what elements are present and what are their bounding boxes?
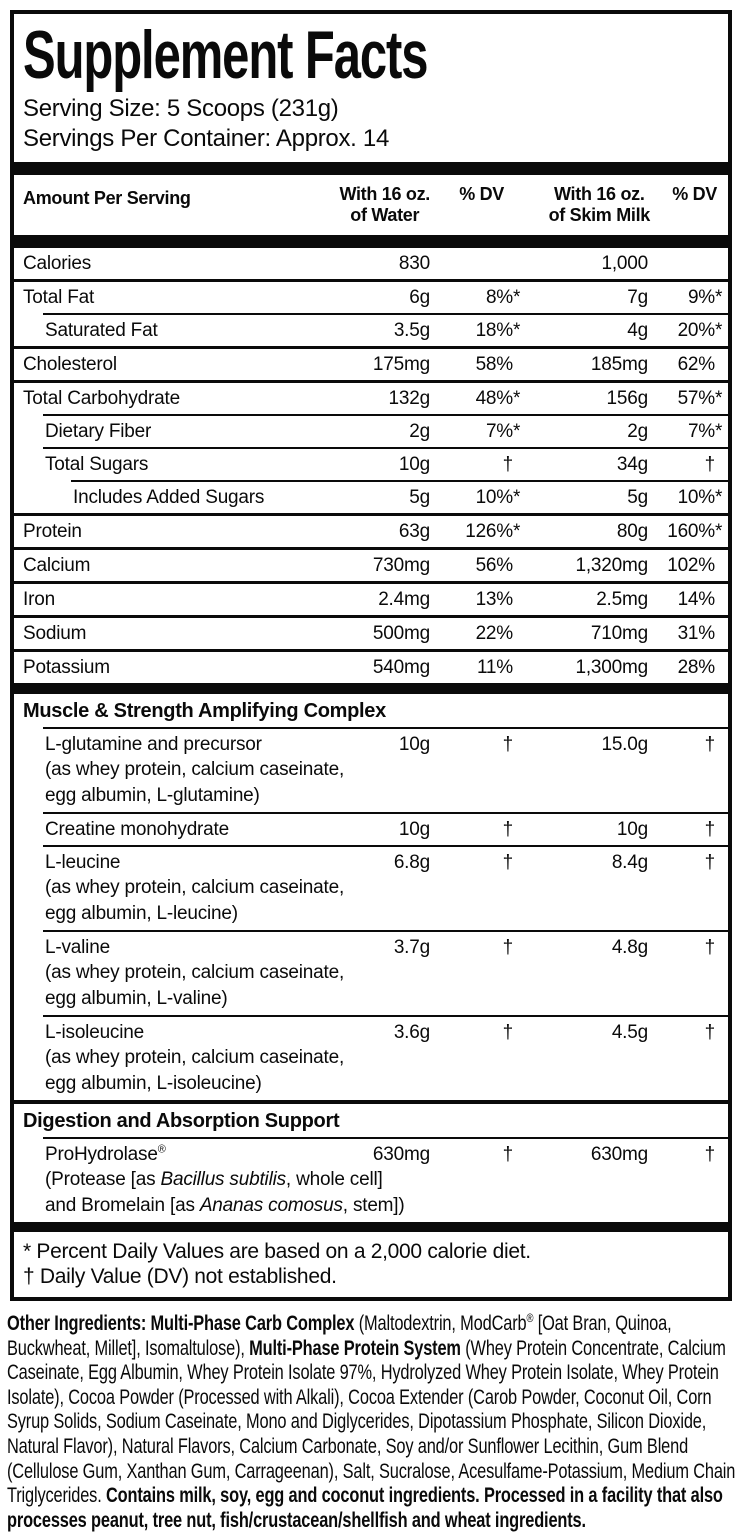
supplement-facts-panel: [10, 10, 732, 1301]
serving-size: Serving Size: 5 Scoops (231g): [23, 95, 339, 122]
ingredient-source-note: egg albumin, L-leucine): [45, 903, 238, 924]
row-total-sugars: Total Sugars 10g † 34g †: [45, 454, 715, 475]
row-calcium: Calcium 730mg 56% 1,320mg 102%: [23, 555, 715, 576]
row-creatine: Creatine monohydrate 10g † 10g †: [45, 819, 715, 840]
row-cholesterol: Cholesterol 175mg 58% 185mg 62%: [23, 354, 715, 375]
ingredient-source-note: (Protease [as Bacillus subtilis, whole cell]: [45, 1169, 383, 1190]
column-header-amount: Amount Per Serving: [23, 188, 191, 208]
ingredient-source-note: (as whey protein, calcium caseinate,: [45, 962, 345, 983]
servings-per-container: Servings Per Container: Approx. 14: [23, 125, 390, 152]
ingredient-source-note: and Bromelain [as Ananas comosus, stem]): [45, 1195, 405, 1216]
row-saturated-fat: Saturated Fat 3.5g 18% * 4g 20% *: [45, 320, 723, 341]
row-prohydrolase: ProHydrolase® (Protease [as Bacillus subtilis, whole cell] and Bromelain [as Ananas comosus, stem]) 630mg † 630mg †: [23, 1139, 719, 1222]
ingredient-source-note: egg albumin, L-isoleucine): [45, 1073, 262, 1094]
footnotes: [23, 1232, 719, 1295]
column-header-dv-milk: % DV: [672, 184, 717, 204]
row-iron: Iron 2.4mg 13% 2.5mg 14%: [23, 589, 715, 610]
column-header-water: With 16 oz. of Water: [339, 184, 430, 225]
footnote-dv-not-established: † Daily Value (DV) not established.: [23, 1265, 337, 1288]
separator-bar: [14, 162, 728, 175]
row-l-glutamine: L-glutamine and precursor (as whey protein, calcium caseinate, egg albumin, L-glutamine) 10g † 15.0g †: [23, 729, 719, 812]
column-header-dv-water: % DV: [459, 184, 504, 204]
other-ingredients: Other Ingredients: Multi-Phase Carb Complex (Maltodextrin, ModCarb® [Oat Bran, Quinoa, Buckwheat, Millet], Isomaltulose), Multi-Phase Protein System (Whey Protein Concentrate, Calcium Caseinate, Egg Albumin, Whey Protein Isolate 97%, Hydrolyzed Whey Protein Isolate, Whey Protein Isolate), Cocoa Powder (Processed with Alkali), Cocoa Extender (Carob Powder, Coconut Oil, Corn Syrup Solids, Sodium Caseinate, Mono and Diglycerides, Dipotassium Phosphate, Silicon Dioxide, Natural Flavor), Natural Flavors, Calcium Carbonate, Soy and/or Sunflower Lecithin, Gum Blend (Cellulose Gum, Xanthan Gum, Carrageenan), Salt, Sucralose, Acesulfame-Potassium, Medium Chain Triglycerides. Contains milk, soy, egg and coconut ingredients. Processed in a facility that also processes peanut, tree nut, fish/crustacean/shellfish and wheat ingredients.: [7, 1311, 736, 1532]
row-protein: Protein 63g 126% * 80g 160% *: [23, 521, 723, 542]
separator-bar: [14, 683, 728, 694]
row-total-fat: Total Fat 6g 8% * 7g 9% *: [23, 287, 723, 308]
ingredient-source-note: egg albumin, L-glutamine): [45, 785, 260, 806]
row-l-valine: L-valine (as whey protein, calcium caseinate, egg albumin, L-valine) 3.7g † 4.8g †: [23, 932, 719, 1015]
ingredient-source-note: (as whey protein, calcium caseinate,: [45, 877, 345, 898]
row-sodium: Sodium 500mg 22% 710mg 31%: [23, 623, 715, 644]
ingredient-source-note: (as whey protein, calcium caseinate,: [45, 1047, 345, 1068]
table-header: [23, 175, 719, 235]
panel-title: Supplement Facts: [23, 17, 428, 93]
row-total-carbohydrate: Total Carbohydrate 132g 48% * 156g 57% *: [23, 388, 723, 409]
row-l-leucine: L-leucine (as whey protein, calcium caseinate, egg albumin, L-leucine) 6.8g † 8.4g †: [23, 847, 719, 930]
row-calories: Calories 830 1,000: [23, 253, 648, 274]
section-title-muscle-complex: Muscle & Strength Amplifying Complex: [23, 700, 386, 722]
section-title-digestion-support: Digestion and Absorption Support: [23, 1110, 340, 1132]
row-potassium: Potassium 540mg 11% 1,300mg 28%: [23, 657, 715, 678]
separator-bar: [14, 1222, 728, 1232]
row-dietary-fiber: Dietary Fiber 2g 7% * 2g 7% *: [45, 421, 723, 442]
ingredient-source-note: egg albumin, L-valine): [45, 988, 228, 1009]
separator-bar: [14, 235, 728, 248]
ingredient-source-note: (as whey protein, calcium caseinate,: [45, 759, 345, 780]
row-l-isoleucine: L-isoleucine (as whey protein, calcium caseinate, egg albumin, L-isoleucine) 3.6g † 4.5g †: [23, 1017, 719, 1100]
column-header-milk: With 16 oz. of Skim Milk: [548, 184, 650, 225]
row-added-sugars: Includes Added Sugars 5g 10% * 5g 10% *: [73, 487, 723, 508]
footnote-percent-dv: * Percent Daily Values are based on a 2,000 calorie diet.: [23, 1240, 531, 1263]
